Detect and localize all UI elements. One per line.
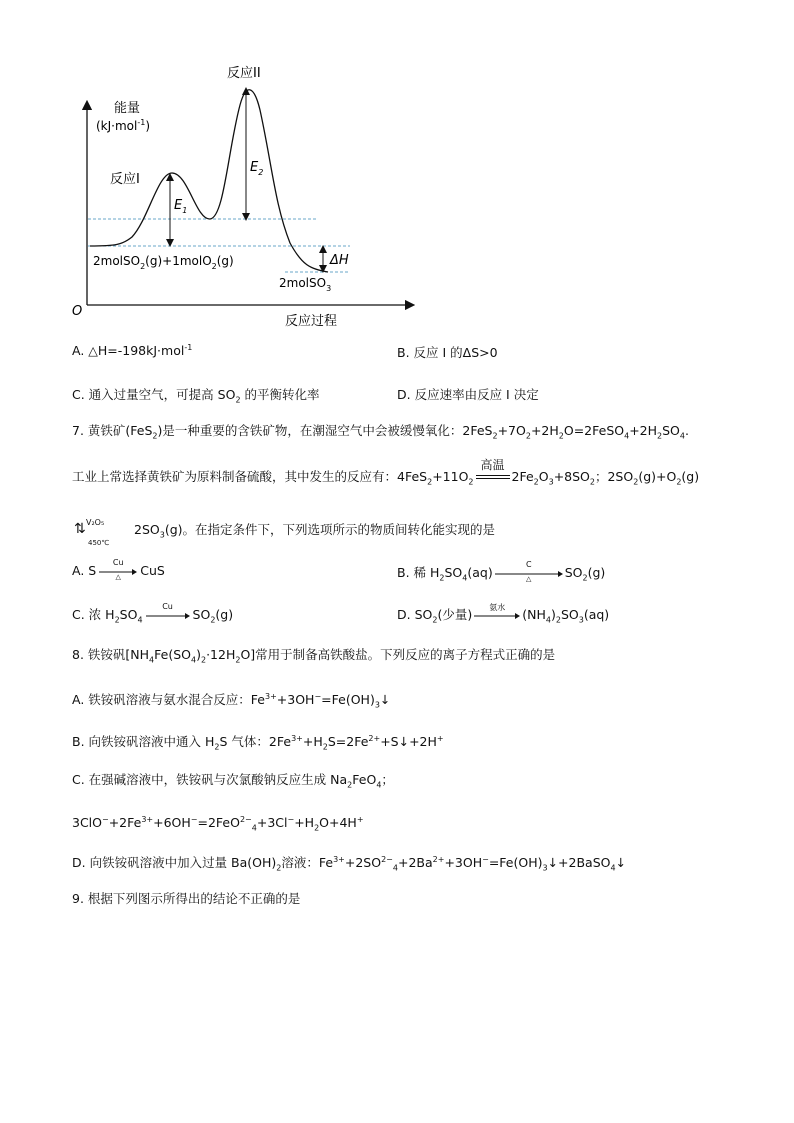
e1-label: $E_1$ [174,198,188,215]
q7-line1: 7. 黄铁矿(FeS$_2$)是一种重要的含铁矿物，在潮湿空气中会被缓慢氧化：$2FeS_2+7O_2+2H_2O=2FeSO_4+2H_2SO_4$. [72,423,689,441]
q6-option-c: C. 通入过量空气，可提高 $SO_2$ 的平衡转化率 [72,387,320,405]
e2-label: $E_2$ [250,160,264,177]
catalyst-reversible-arrow: V₂O₅ 450℃ ⇅ [74,517,110,547]
y-label: 能量 [114,101,141,116]
q7-line2: 工业上常选择黄铁矿为原料制备硫酸，其中发生的反应有：$4FeS_2+11O_2$ 高温 $2Fe_2O_3+8SO_2$；$2SO_2(g)+O_2(g)$ [72,457,700,487]
q8-option-d: D. 向铁铵矾溶液中加入过量 $Ba(OH)_2$溶液：$Fe^{3+}+2SO^{2-}_4+2Ba^{2+}+3OH^-=Fe(OH)_3↓+2BaSO_4↓$ [72,855,627,873]
q7-option-b: B. 稀 $H_2SO_4(aq)$ C △ $SO_2(g)$ [397,559,606,583]
y-unit: (kJ·mol [96,119,138,133]
q9-stem: 9. 根据下列图示所得出的结论不正确的是 [72,891,301,906]
products-label: 2molSO$_3$ [279,276,332,293]
q8-option-a: A. 铁铵矾溶液与氨水混合反应：$Fe^{3+}+3OH^-=Fe(OH)_3↓$ [72,692,391,710]
reactants-label: 2molSO$_2$(g)+1molO$_2$(g) [93,254,234,271]
dh-label: ΔH [330,253,349,268]
q7-line3: V₂O₅ 450℃ ⇅ $2SO_3(g)$。在指定条件下，下列选项所示的物质间转化能实现的是 [74,517,496,547]
q8-stem: 8. 铁铵矾$[NH_4Fe(SO_4)_2\cdot 12H_2O]$常用于制备高铁酸盐。下列反应的离子方程式正确的是 [72,647,556,665]
high-temp-equals: 高温 [476,473,510,483]
q6-option-a: A. △H=-198kJ·mol$^{-1}$ [72,343,193,359]
q6-option-b: B. 反应 I 的ΔS>0 [397,345,498,360]
x-axis-label: 反应过程 [285,314,338,329]
q6-option-d: D. 反应速率由反应 I 决定 [397,387,539,402]
q7-option-a: A. S Cu △ CuS [72,557,165,581]
q7-option-c: C. 浓 $H_2SO_4$ Cu $SO_2(g)$ [72,601,234,625]
reaction1-label: 反应I [110,172,140,187]
origin-label: O [72,304,83,319]
q7-option-d: D. $SO_2$(少量) 氨水 $(NH_4)_2SO_3(aq)$ [397,602,610,625]
reaction2-label: 反应II [227,66,261,81]
q8-option-c: C. 在强碱溶液中，铁铵矾与次氯酸钠反应生成 $Na_2FeO_4$； [72,772,394,790]
q8-option-c-equation: $3ClO^-+2Fe^{3+}+6OH^-=2FeO^{2-}_4+3Cl^-+H_2O+4H^+$ [72,815,364,833]
q8-option-b: B. 向铁铵矾溶液中通入 $H_2S$ 气体：$2Fe^{3+}+H_2S=2Fe^{2+}+S↓+2H^+$ [72,734,444,752]
svg-text:(kJ·mol-1): (kJ·mol$^{-1}$) [96,118,151,133]
energy-diagram [60,55,440,335]
